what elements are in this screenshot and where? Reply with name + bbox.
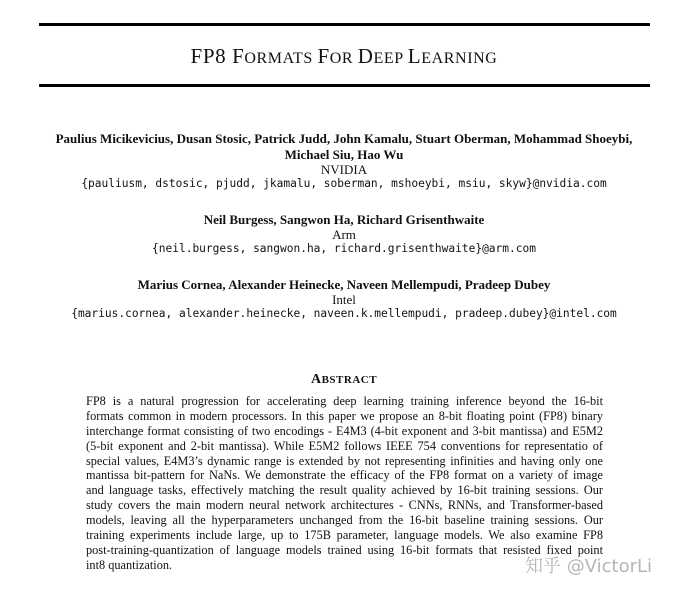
author-names-line: Marius Cornea, Alexander Heinecke, Naveen Mellempudi, Pradeep Dubey	[137, 277, 551, 292]
abstract-line: models, leaving all the hyperparameters unchanged from the 16-bit baseline training sessions. Our	[86, 513, 603, 528]
zhihu-watermark	[525, 552, 652, 578]
affiliation-arm: Arm	[332, 227, 356, 242]
title-top-rule	[39, 23, 650, 26]
abstract-body	[86, 394, 603, 573]
title-part: FORMATS	[232, 44, 318, 68]
author-names-line: Neil Burgess, Sangwon Ha, Richard Grisenthwaite	[203, 212, 485, 227]
abstract-line: post-training-quantization of language models trained using 16-bit formats that resisted fixed point	[86, 542, 603, 557]
paper-title	[0, 44, 688, 69]
title-bottom-rule	[39, 84, 650, 87]
email-intel: {marius.cornea, alexander.heinecke, naveen.k.mellempudi, pradeep.dubey}@intel.com	[71, 307, 617, 320]
abstract-line: and language tasks, effectively matching the result quality achieved by 16-bit training sessions. Our	[86, 483, 603, 498]
author-names-nvidia	[0, 131, 688, 163]
abstract-line: special values, E4M3’s dynamic range is extended by not representing infinities and having only one	[86, 453, 603, 468]
abstract-line: mantissa bit-pattern for NaNs. We demonstrate the efficacy of the FP8 format on a variety of image	[86, 468, 603, 483]
affiliation-nvidia: NVIDIA	[320, 162, 368, 177]
title-part: FOR	[317, 44, 358, 68]
abstract-line: study covers the main modern neural network architectures - CNNs, RNNs, and Transformer-based	[86, 498, 603, 513]
author-names-arm	[0, 212, 688, 228]
email-arm: {neil.burgess, sangwon.ha, richard.grisenthwaite}@arm.com	[152, 242, 536, 255]
watermark-text: 知乎 @VictorLi	[525, 556, 653, 577]
abstract-line: FP8 is a natural progression for accelerating deep learning training inference beyond the 16-bit	[86, 394, 603, 408]
affiliation-intel: Intel	[332, 292, 356, 307]
title-part: LEARNING	[407, 44, 498, 68]
abstract-line: int8 quantization.	[86, 557, 173, 572]
author-names-intel	[0, 277, 688, 293]
abstract-line: formats common in modern processors. In this paper we propose an 8-bit floating point (FP8) binary	[86, 408, 603, 423]
abstract-line: interchange format consisting of two encodings - E4M3 (4-bit exponent and 3-bit mantissa) and E5M2	[86, 423, 603, 438]
email-nvidia: {pauliusm, dstosic, pjudd, jkamalu, soberman, mshoeybi, msiu, skyw}@nvidia.com	[81, 177, 607, 190]
abstract-heading: ABSTRACT	[310, 372, 378, 387]
title-part: FP8	[190, 44, 233, 68]
abstract-line: training experiments include large, up to 175B parameter, language models. We also examine FP8	[86, 528, 603, 543]
abstract-line: (5-bit exponent and 2-bit mantissa). While E5M2 follows IEEE 754 conventions for representatio of	[86, 438, 603, 453]
title-part: DEEP	[357, 44, 408, 68]
author-names-line: Paulius Micikevicius, Dusan Stosic, Patrick Judd, John Kamalu, Stuart Oberman, Mohammad Shoeybi,	[55, 131, 633, 146]
author-names-line: Michael Siu, Hao Wu	[284, 147, 404, 162]
